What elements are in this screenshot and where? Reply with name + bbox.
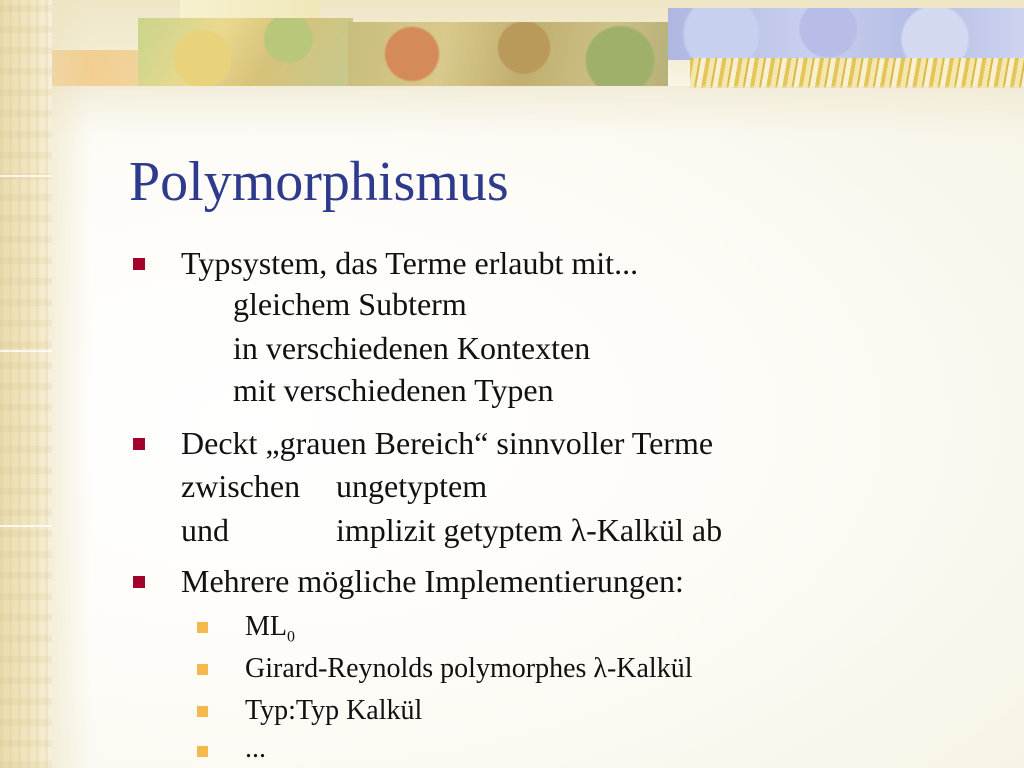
sub-item-text: ML	[245, 611, 287, 642]
sub-bullet-marker	[197, 746, 208, 757]
decorative-flower-image	[668, 8, 1024, 60]
bullet-2-row-2-left: und	[181, 512, 229, 548]
sub-item-girard-reynolds: Girard-Reynolds polymorphes λ-Kalkül	[245, 653, 693, 684]
bullet-1-text: Typsystem, das Terme erlaubt mit...	[181, 245, 639, 281]
top-fade	[0, 86, 1024, 136]
bullet-1-continuation-2: in verschiedenen Kontexten	[233, 330, 591, 366]
slide-title: Polymorphismus	[129, 151, 509, 213]
sub-bullet-marker	[197, 706, 208, 717]
bullet-2-row-1-right: ungetyptem	[336, 468, 488, 504]
strip-seam	[0, 525, 52, 527]
bullet-1-continuation-1: gleichem Subterm	[233, 286, 467, 322]
decorative-leaf-image	[348, 22, 668, 86]
sub-bullet-marker	[197, 622, 208, 633]
bullet-marker	[133, 258, 145, 270]
sub-bullet-marker	[197, 664, 208, 675]
sub-item-subscript: 0	[287, 628, 295, 646]
left-fade	[52, 0, 92, 768]
sub-item-typ-typ: Typ:Typ Kalkül	[245, 695, 423, 726]
bullet-marker	[133, 438, 145, 450]
decorative-tile	[180, 0, 320, 18]
decorative-grass-image	[690, 58, 1024, 88]
bullet-3-text: Mehrere mögliche Implementierungen:	[181, 563, 684, 599]
strip-seam	[0, 350, 52, 352]
left-decorative-strip	[0, 0, 52, 768]
bullet-2-row-2-right: implizit getyptem λ-Kalkül ab	[336, 512, 723, 548]
bullet-1-continuation-3: mit verschiedenen Typen	[233, 372, 554, 408]
strip-seam	[0, 175, 52, 177]
sub-item-ellipsis: ...	[245, 733, 266, 764]
decorative-leaf-image	[138, 18, 353, 86]
bullet-2-row-1-left: zwischen	[181, 468, 301, 504]
bullet-marker	[133, 576, 145, 588]
bullet-2-text: Deckt „grauen Bereich“ sinnvoller Terme	[181, 425, 714, 461]
sub-item-ml0	[245, 610, 295, 644]
